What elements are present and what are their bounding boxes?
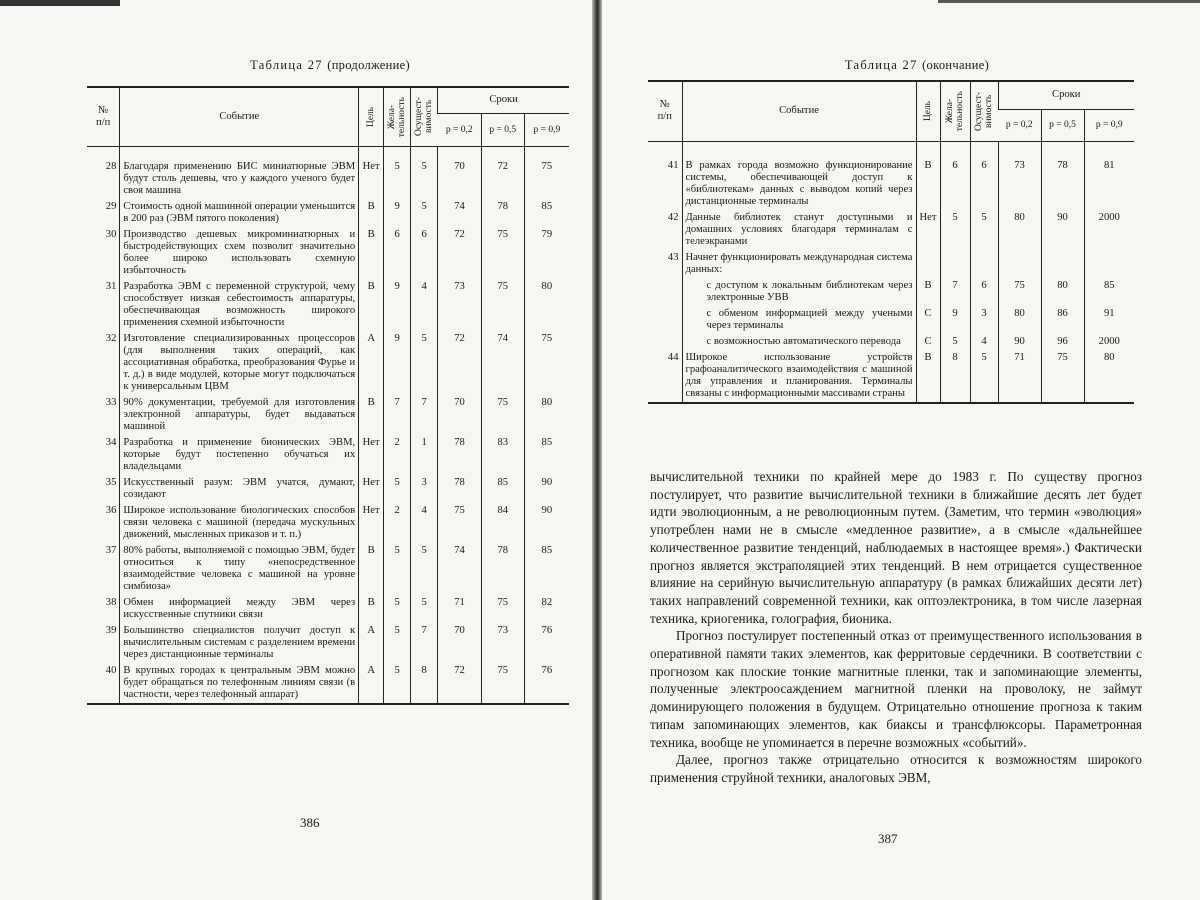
- col-terms-header: Сроки: [438, 87, 569, 113]
- col-terms-header: Сроки: [998, 81, 1134, 109]
- desirability-cell: 2: [384, 503, 411, 543]
- col-event-header: Событие: [120, 87, 359, 146]
- event-cell: 80% работы, выполняемой с помощью ЭВМ, будет относиться к типу «непосредственное взаимодействие человека с машиной на уровне симбиоза»: [120, 543, 359, 595]
- p1-cell: 71: [998, 350, 1041, 403]
- event-cell: Начнет функционировать международная система данных:: [682, 250, 916, 278]
- table-row: [87, 146, 569, 199]
- feasibility-cell: 5: [411, 146, 438, 199]
- p2-cell: 74: [481, 331, 524, 395]
- book-gutter: [592, 0, 602, 900]
- p1-cell: 72: [438, 663, 482, 704]
- p1-cell: 70: [438, 146, 482, 199]
- col-p3-header: p = 0,9: [1084, 109, 1134, 141]
- p2-cell: 85: [481, 475, 524, 503]
- row-number-cell: 44: [648, 350, 682, 403]
- desirability-cell: 8: [940, 350, 970, 403]
- p2-cell: 72: [481, 146, 524, 199]
- right-table-title: [752, 58, 1082, 73]
- event-cell: с возможностью автоматического перевода: [682, 334, 916, 350]
- p3-cell: 80: [524, 279, 569, 331]
- p1-cell: 72: [438, 227, 482, 279]
- right-page-number: 387: [878, 831, 898, 846]
- left-forecast-table: [87, 86, 569, 705]
- feasibility-cell: 6: [411, 227, 438, 279]
- goal-cell: С: [916, 306, 940, 334]
- feasibility-cell: 3: [970, 306, 998, 334]
- table-row: [87, 663, 569, 704]
- p1-cell: 70: [438, 623, 482, 663]
- goal-cell: Нет: [916, 210, 940, 250]
- desirability-cell: 7: [940, 278, 970, 306]
- col-num-header: № п/п: [87, 87, 120, 146]
- desirability-cell: 6: [384, 227, 411, 279]
- row-number-cell: 28: [105, 160, 117, 172]
- table-row: [648, 334, 1134, 350]
- desirability-cell: 9: [384, 279, 411, 331]
- p2-cell: 96: [1041, 334, 1084, 350]
- col-feasibility-header: Осущест- вимость: [411, 87, 438, 146]
- event-cell: 90% документации, требуемой для изготовления электронной аппаратуры, будет выдаваться машиной: [120, 395, 359, 435]
- p3-cell: 85: [1084, 278, 1134, 306]
- left-table-title: [120, 58, 540, 73]
- p2-cell: 78: [481, 199, 524, 227]
- table-row: [87, 595, 569, 623]
- p3-cell: 75: [524, 331, 569, 395]
- goal-cell: Нет: [359, 475, 384, 503]
- row-number-cell: [648, 278, 682, 306]
- row-number-cell: 39: [105, 624, 117, 636]
- table-row: [648, 250, 1134, 278]
- row-number-cell: 32: [105, 332, 117, 344]
- table-row: [648, 210, 1134, 250]
- desirability-cell: 6: [940, 141, 970, 210]
- feasibility-cell: 5: [411, 543, 438, 595]
- p2-cell: 83: [481, 435, 524, 475]
- goal-cell: Нет: [359, 146, 384, 199]
- table-title-note: (продолжение): [327, 58, 410, 72]
- feasibility-cell: 5: [411, 199, 438, 227]
- desirability-cell: 5: [384, 663, 411, 704]
- col-p2-header: p = 0,5: [481, 113, 524, 146]
- page-edge-shadow: [0, 0, 120, 6]
- row-number-cell: 38: [105, 596, 117, 608]
- feasibility-cell: 7: [411, 623, 438, 663]
- p3-cell: 85: [524, 435, 569, 475]
- left-page-number: 386: [300, 815, 320, 830]
- row-number-cell: 43: [667, 251, 679, 263]
- p1-cell: 72: [438, 331, 482, 395]
- p2-cell: 75: [481, 595, 524, 623]
- goal-cell: Нет: [359, 435, 384, 475]
- goal-cell: В: [359, 595, 384, 623]
- table-title-text: Таблица 27: [844, 58, 918, 72]
- desirability-cell: 5: [940, 334, 970, 350]
- desirability-cell: 9: [940, 306, 970, 334]
- col-num-header: № п/п: [648, 81, 682, 141]
- p2-cell: 75: [481, 663, 524, 704]
- event-cell: Широкое использование биологических способов связи человека с машиной (передача мускульных движений, мысленных приказов и т. п.): [120, 503, 359, 543]
- body-paragraph: вычислительной техники по крайней мере до 1983 г. По существу прогноз постулирует, что развитие вычислительной техники в ближайшие десять лет будет идти эволюционным, а не революционным путем. (Заметим, что термин «эволюция» употреблен нами не в смысле «медленное развитие», а в смысле «дальнейшее количественное развитие тенденций, наблюдаемых в настоящее время».) Фактически прогноз является экстраполяцией этих тенденций. В нем отрицается существенное влияние на серийную вычислительную аппаратуру (в рамках ближайших десяти лет) таких направлений современной техники, как оптоэлектроника, в том числе лазерная техника, криогеника, голография, бионика.: [650, 469, 1142, 626]
- p2-cell: 75: [481, 227, 524, 279]
- row-number-cell: 37: [105, 544, 117, 556]
- col-desirability-header: Жела- тельность: [384, 87, 411, 146]
- goal-cell: В: [359, 395, 384, 435]
- event-cell: Разработка и применение бионических ЭВМ, которые будут постепенно обучаться их владельцами: [120, 435, 359, 475]
- p3-cell: 91: [1084, 306, 1134, 334]
- table-row: [648, 141, 1134, 210]
- table-title-note: (окончание): [922, 58, 990, 72]
- row-number-cell: 29: [105, 200, 117, 212]
- table-row: [87, 475, 569, 503]
- p3-cell: 85: [524, 543, 569, 595]
- right-forecast-table: [648, 80, 1134, 404]
- goal-cell: В: [359, 543, 384, 595]
- p1-cell: 90: [998, 334, 1041, 350]
- desirability-cell: 5: [384, 475, 411, 503]
- p3-cell: 90: [524, 503, 569, 543]
- feasibility-cell: 8: [411, 663, 438, 704]
- p3-cell: 79: [524, 227, 569, 279]
- p3-cell: 76: [524, 663, 569, 704]
- feasibility-cell: 3: [411, 475, 438, 503]
- feasibility-cell: 7: [411, 395, 438, 435]
- p1-cell: 78: [438, 435, 482, 475]
- p3-cell: 75: [524, 146, 569, 199]
- event-cell: Разработка ЭВМ с переменной структурой, чему способствует низкая себестоимость аппаратуры, обеспечивающая возможность широкого применения схемной избыточности: [120, 279, 359, 331]
- p2-cell: 75: [1041, 350, 1084, 403]
- p3-cell: 85: [524, 199, 569, 227]
- event-cell: Производство дешевых микроминиатюрных и быстродействующих схем позволит значительно более широко использовать схемную избыточность: [120, 227, 359, 279]
- p1-cell: 73: [998, 141, 1041, 210]
- row-number-cell: 36: [105, 504, 117, 516]
- feasibility-cell: [970, 250, 998, 278]
- row-number-cell: 35: [105, 476, 117, 488]
- p1-cell: 71: [438, 595, 482, 623]
- p2-cell: 75: [481, 395, 524, 435]
- body-paragraph: Далее, прогноз также отрицательно относится к возможностям широкого применения струйной техники, аналоговых ЭВМ,: [650, 752, 1142, 785]
- event-cell: Данные библиотек станут доступными и домашних условиях благодаря терминалам с телеэкранами: [682, 210, 916, 250]
- table-row: [87, 395, 569, 435]
- goal-cell: В: [916, 350, 940, 403]
- feasibility-cell: 5: [970, 210, 998, 250]
- goal-cell: С: [916, 334, 940, 350]
- event-cell: с доступом к локальным библиотекам через электронные УВВ: [682, 278, 916, 306]
- p2-cell: 84: [481, 503, 524, 543]
- p2-cell: 78: [1041, 141, 1084, 210]
- goal-cell: В: [359, 279, 384, 331]
- feasibility-cell: 5: [411, 595, 438, 623]
- body-paragraph: Прогноз постулирует постепенный отказ от преимущественного использования в оперативной памяти таких элементов, как ферритовые сердечники. В соответствии с прогнозом как плоские тонкие магнитные пленки, так и запоминающие элементы, полученные электроосаждением магнитной пленки на проволоку, не займут доминирующего положения в будущем. Отрицательно отношение прогноза к таким типам запоминающих элементов, как биаксы и трансфлюксоры. Параметронная техника, вообще не упоминается в перечне возможных «событий».: [650, 628, 1142, 750]
- event-cell: Большинство специалистов получит доступ к вычислительным системам с разделением времени через дистанционные терминалы: [120, 623, 359, 663]
- p2-cell: 78: [481, 543, 524, 595]
- p3-cell: 81: [1084, 141, 1134, 210]
- row-number-cell: [648, 306, 682, 334]
- goal-cell: [916, 250, 940, 278]
- p1-cell: 75: [998, 278, 1041, 306]
- col-p1-header: p = 0,2: [438, 113, 482, 146]
- table-row: [648, 350, 1134, 403]
- table-row: [648, 278, 1134, 306]
- row-number-cell: 41: [667, 159, 679, 171]
- p3-cell: 2000: [1084, 210, 1134, 250]
- col-goal-header: Цель: [359, 87, 384, 146]
- table-row: [87, 199, 569, 227]
- p2-cell: [1041, 250, 1084, 278]
- goal-cell: А: [359, 623, 384, 663]
- col-goal-header: Цель: [916, 81, 940, 141]
- p2-cell: 75: [481, 279, 524, 331]
- desirability-cell: 2: [384, 435, 411, 475]
- goal-cell: В: [916, 278, 940, 306]
- p1-cell: 74: [438, 543, 482, 595]
- p2-cell: 73: [481, 623, 524, 663]
- p3-cell: 2000: [1084, 334, 1134, 350]
- p3-cell: 76: [524, 623, 569, 663]
- table-row: [87, 227, 569, 279]
- event-cell: В рамках города возможно функционирование системы, обеспечивающей доступ к «библиотекам» данных с выводом копий через дистанционные терминалы: [682, 141, 916, 210]
- desirability-cell: 9: [384, 199, 411, 227]
- feasibility-cell: 6: [970, 141, 998, 210]
- left-page: [0, 0, 592, 900]
- goal-cell: Нет: [359, 503, 384, 543]
- table-row: [648, 306, 1134, 334]
- goal-cell: В: [359, 199, 384, 227]
- row-number-cell: 33: [105, 396, 117, 408]
- p2-cell: 90: [1041, 210, 1084, 250]
- table-row: [87, 331, 569, 395]
- right-body-text: [650, 468, 1142, 787]
- p1-cell: 75: [438, 503, 482, 543]
- goal-cell: В: [916, 141, 940, 210]
- col-desirability-header: Жела- тельность: [940, 81, 970, 141]
- goal-cell: А: [359, 663, 384, 704]
- table-row: [87, 543, 569, 595]
- row-number-cell: 34: [105, 436, 117, 448]
- p2-cell: 80: [1041, 278, 1084, 306]
- row-number-cell: 40: [87, 663, 120, 704]
- goal-cell: В: [359, 227, 384, 279]
- p3-cell: 90: [524, 475, 569, 503]
- p1-cell: 78: [438, 475, 482, 503]
- col-feasibility-header: Осущест- вимость: [970, 81, 998, 141]
- desirability-cell: 5: [384, 595, 411, 623]
- desirability-cell: 7: [384, 395, 411, 435]
- col-event-header: Событие: [682, 81, 916, 141]
- p1-cell: 73: [438, 279, 482, 331]
- feasibility-cell: 4: [411, 503, 438, 543]
- event-cell: с обменом информацией между учеными через терминалы: [682, 306, 916, 334]
- p3-cell: 80: [524, 395, 569, 435]
- p2-cell: 86: [1041, 306, 1084, 334]
- desirability-cell: 5: [384, 543, 411, 595]
- feasibility-cell: 4: [411, 279, 438, 331]
- p3-cell: [1084, 250, 1134, 278]
- p1-cell: 80: [998, 306, 1041, 334]
- event-cell: Благодаря применению БИС миниатюрные ЭВМ будут столь дешевы, что у каждого ученого будет своя машина: [120, 146, 359, 199]
- feasibility-cell: 5: [970, 350, 998, 403]
- desirability-cell: 9: [384, 331, 411, 395]
- col-p1-header: p = 0,2: [998, 109, 1041, 141]
- p3-cell: 82: [524, 595, 569, 623]
- desirability-cell: 5: [384, 623, 411, 663]
- event-cell: Изготовление специализированных процессоров (для выполнения таких операций, как ассоциативная обработка, преобразования Фурье и т. д.) в виде модулей, которые могут подключаться к универсальным ЦВМ: [120, 331, 359, 395]
- row-number-cell: 42: [667, 211, 679, 223]
- table-row: [87, 279, 569, 331]
- p1-cell: 70: [438, 395, 482, 435]
- page-edge-shadow: [938, 0, 1200, 3]
- feasibility-cell: 6: [970, 278, 998, 306]
- table-row: [87, 435, 569, 475]
- feasibility-cell: 4: [970, 334, 998, 350]
- event-cell: Обмен информацией между ЭВМ через искусственные спутники связи: [120, 595, 359, 623]
- goal-cell: А: [359, 331, 384, 395]
- row-number-cell: [648, 334, 682, 350]
- p1-cell: 80: [998, 210, 1041, 250]
- desirability-cell: [940, 250, 970, 278]
- event-cell: Искусственный разум: ЭВМ учатся, думают, созидают: [120, 475, 359, 503]
- p1-cell: 74: [438, 199, 482, 227]
- feasibility-cell: 1: [411, 435, 438, 475]
- p3-cell: 80: [1084, 350, 1134, 403]
- event-cell: Стоимость одной машинной операции уменьшится в 200 раз (ЭВМ пятого поколения): [120, 199, 359, 227]
- col-p3-header: p = 0,9: [524, 113, 569, 146]
- table-row: [87, 503, 569, 543]
- desirability-cell: 5: [384, 146, 411, 199]
- event-cell: Широкое использование устройств графоаналитического взаимодействия с машиной для управления и планирования. Терминалы связаны с информационными массивами страны: [682, 350, 916, 403]
- p1-cell: [998, 250, 1041, 278]
- table-row: [87, 623, 569, 663]
- right-page: [602, 0, 1200, 900]
- row-number-cell: 30: [105, 228, 117, 240]
- feasibility-cell: 5: [411, 331, 438, 395]
- event-cell: В крупных городах к центральным ЭВМ можно будет обращаться по телефонным линиям связи (в частности, через телефонный аппарат): [120, 663, 359, 704]
- col-p2-header: p = 0,5: [1041, 109, 1084, 141]
- table-title-text: Таблица 27: [250, 58, 323, 72]
- desirability-cell: 5: [940, 210, 970, 250]
- row-number-cell: 31: [105, 280, 117, 292]
